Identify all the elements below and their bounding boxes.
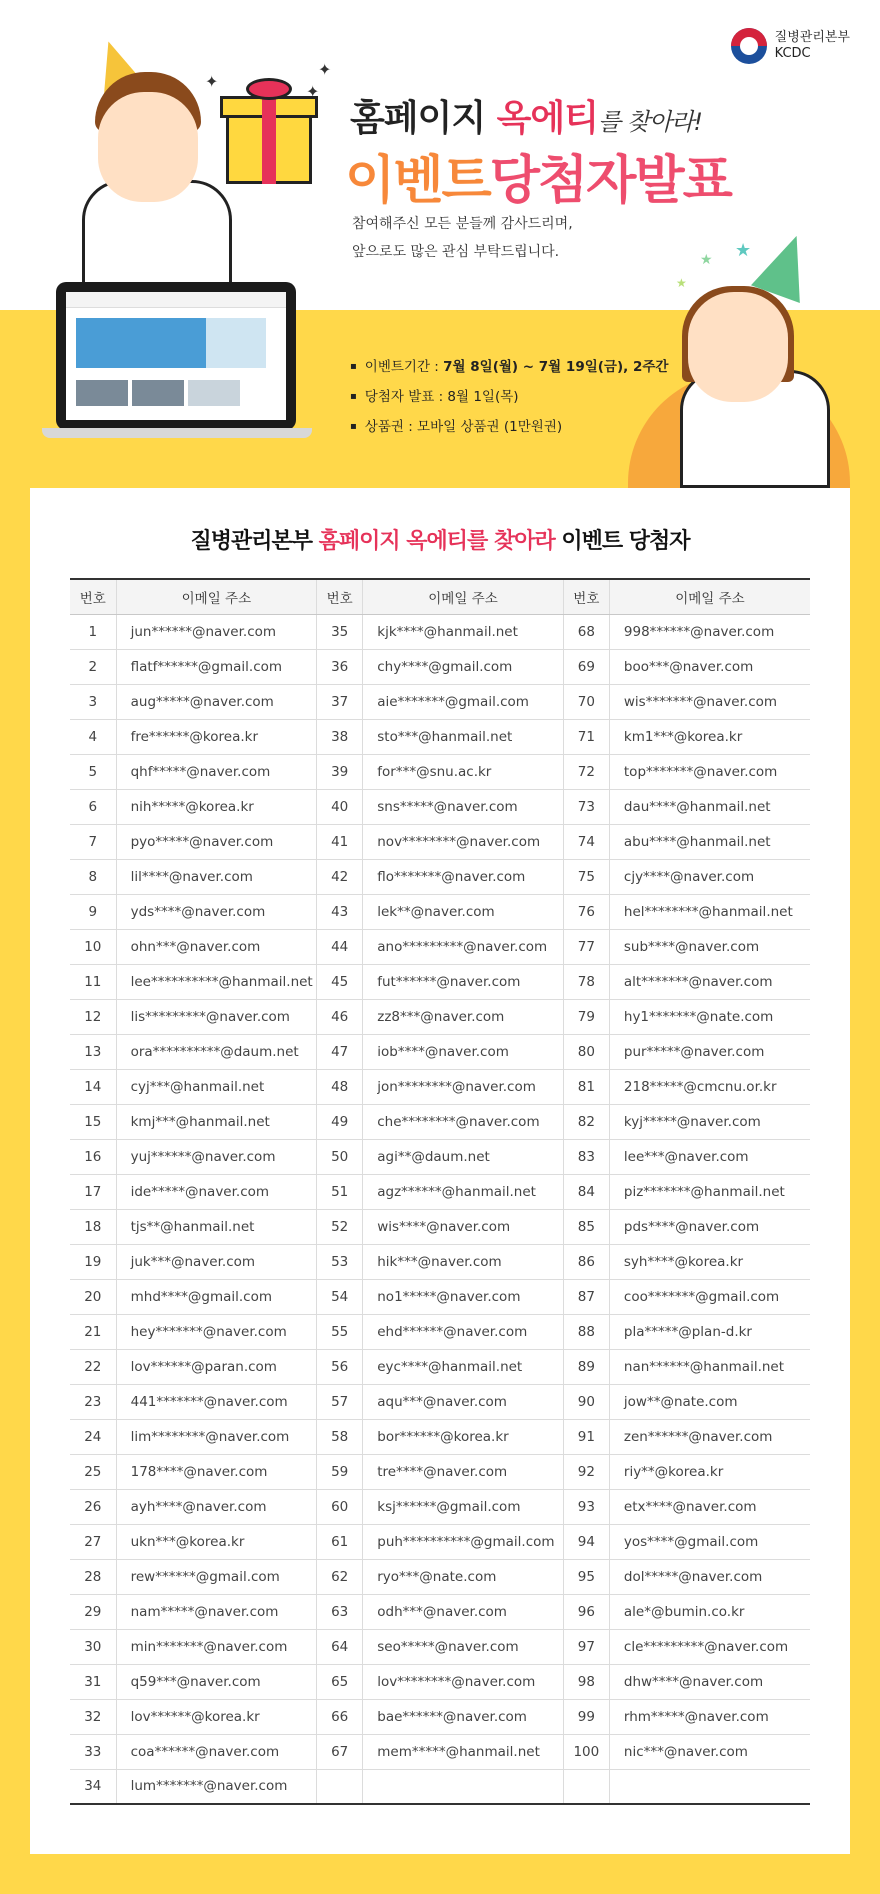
thanks-line-2: 앞으로도 많은 관심 부탁드립니다. [352, 244, 560, 260]
table-row [70, 894, 810, 929]
header-email: 이메일 주소 [116, 579, 317, 614]
winner-number: 6 [70, 789, 116, 824]
winner-number: 55 [317, 1314, 363, 1349]
winner-number: 51 [317, 1174, 363, 1209]
winner-number: 68 [563, 614, 609, 649]
winner-email: rew******@gmail.com [116, 1559, 317, 1594]
winner-number: 27 [70, 1524, 116, 1559]
winner-number: 4 [70, 719, 116, 754]
announce-item [350, 382, 668, 412]
winner-number: 9 [70, 894, 116, 929]
winner-number: 95 [563, 1559, 609, 1594]
table-row [70, 1279, 810, 1314]
winner-email: agi**@daum.net [363, 1139, 564, 1174]
winner-number [317, 1769, 363, 1804]
table-row [70, 929, 810, 964]
sparkle-icon: ✦ [205, 72, 219, 91]
star-icon: ★ [676, 276, 687, 290]
table-row [70, 754, 810, 789]
winner-number: 22 [70, 1349, 116, 1384]
winner-number: 90 [563, 1384, 609, 1419]
winner-number: 12 [70, 999, 116, 1034]
winner-number: 17 [70, 1174, 116, 1209]
winner-number: 45 [317, 964, 363, 999]
winner-number: 60 [317, 1489, 363, 1524]
winner-number: 86 [563, 1244, 609, 1279]
winner-email: ryo***@nate.com [363, 1559, 564, 1594]
winner-email: lil****@naver.com [116, 859, 317, 894]
winner-number: 44 [317, 929, 363, 964]
winner-email: abu****@hanmail.net [609, 824, 810, 859]
winner-number: 94 [563, 1524, 609, 1559]
winner-number: 43 [317, 894, 363, 929]
winner-email: tre****@naver.com [363, 1454, 564, 1489]
winner-email: rhm*****@naver.com [609, 1699, 810, 1734]
winner-email: ukn***@korea.kr [116, 1524, 317, 1559]
winner-number: 99 [563, 1699, 609, 1734]
winner-email: nam*****@naver.com [116, 1594, 317, 1629]
winner-email: lek**@naver.com [363, 894, 564, 929]
winners-table-body [70, 614, 810, 1804]
winner-number: 78 [563, 964, 609, 999]
winner-email: lee***@naver.com [609, 1139, 810, 1174]
winner-number: 46 [317, 999, 363, 1034]
winners-card [30, 488, 850, 1854]
table-row [70, 1734, 810, 1769]
winner-email: ksj******@gmail.com [363, 1489, 564, 1524]
girl-face [688, 292, 788, 402]
headline-part1: 홈페이지 [350, 98, 497, 139]
headline-script: 를 찾아라! [597, 108, 702, 136]
winner-number: 23 [70, 1384, 116, 1419]
winner-number: 7 [70, 824, 116, 859]
winner-email: for***@snu.ac.kr [363, 754, 564, 789]
winner-email: mhd****@gmail.com [116, 1279, 317, 1314]
winner-number: 74 [563, 824, 609, 859]
sparkle-icon: ✦ [306, 82, 320, 101]
logo-name-ko: 질병관리본부 [774, 30, 850, 45]
table-header-row [70, 579, 810, 614]
winner-email: riy**@korea.kr [609, 1454, 810, 1489]
winner-email: jun******@naver.com [116, 614, 317, 649]
winner-number: 40 [317, 789, 363, 824]
winner-number: 77 [563, 929, 609, 964]
winner-email: juk***@naver.com [116, 1244, 317, 1279]
thanks-message [352, 210, 573, 266]
winner-email: kjk****@hanmail.net [363, 614, 564, 649]
gift-bow [246, 78, 292, 100]
winner-number: 100 [563, 1734, 609, 1769]
winner-email: coo*******@gmail.com [609, 1279, 810, 1314]
star-icon: ★ [735, 240, 752, 261]
table-row [70, 1664, 810, 1699]
winner-email: yds****@naver.com [116, 894, 317, 929]
winner-number: 34 [70, 1769, 116, 1804]
table-row [70, 824, 810, 859]
table-row [70, 789, 810, 824]
event-period-item [350, 352, 668, 382]
winner-email: q59***@naver.com [116, 1664, 317, 1699]
winner-number: 84 [563, 1174, 609, 1209]
winner-number: 71 [563, 719, 609, 754]
winner-number: 57 [317, 1384, 363, 1419]
winner-number: 50 [317, 1139, 363, 1174]
table-row [70, 649, 810, 684]
winner-email: aqu***@naver.com [363, 1384, 564, 1419]
table-row [70, 1559, 810, 1594]
table-row [70, 719, 810, 754]
winner-number: 67 [317, 1734, 363, 1769]
sparkle-icon: ✦ [318, 60, 332, 79]
prize-item [350, 412, 668, 442]
winner-number: 13 [70, 1034, 116, 1069]
winner-email: flatf******@gmail.com [116, 649, 317, 684]
winner-number: 41 [317, 824, 363, 859]
gift-ribbon [262, 96, 276, 184]
winner-number: 53 [317, 1244, 363, 1279]
header-email: 이메일 주소 [609, 579, 810, 614]
winner-email: odh***@naver.com [363, 1594, 564, 1629]
header-number: 번호 [70, 579, 116, 614]
winner-number: 15 [70, 1104, 116, 1139]
winner-email: pyo*****@naver.com [116, 824, 317, 859]
winner-email: hik***@naver.com [363, 1244, 564, 1279]
table-row [70, 1069, 810, 1104]
winner-number: 87 [563, 1279, 609, 1314]
winner-email: ayh****@naver.com [116, 1489, 317, 1524]
winner-email: kmj***@hanmail.net [116, 1104, 317, 1139]
winner-number: 10 [70, 929, 116, 964]
winner-email: nic***@naver.com [609, 1734, 810, 1769]
winner-email: hy1*******@nate.com [609, 999, 810, 1034]
winner-number: 19 [70, 1244, 116, 1279]
winner-email: alt*******@naver.com [609, 964, 810, 999]
winner-number: 80 [563, 1034, 609, 1069]
winner-email: piz*******@hanmail.net [609, 1174, 810, 1209]
winner-email [363, 1769, 564, 1804]
winner-number: 93 [563, 1489, 609, 1524]
winner-number: 92 [563, 1454, 609, 1489]
winner-number: 42 [317, 859, 363, 894]
winner-email: tjs**@hanmail.net [116, 1209, 317, 1244]
winner-number: 35 [317, 614, 363, 649]
winner-email: sto***@hanmail.net [363, 719, 564, 754]
winner-email: seo*****@naver.com [363, 1629, 564, 1664]
winner-number: 75 [563, 859, 609, 894]
winner-email: iob****@naver.com [363, 1034, 564, 1069]
table-row [70, 1489, 810, 1524]
winner-number: 76 [563, 894, 609, 929]
winner-number: 18 [70, 1209, 116, 1244]
star-icon: ★ [700, 252, 713, 268]
boy-face [98, 92, 198, 202]
winner-number: 20 [70, 1279, 116, 1314]
winner-number: 37 [317, 684, 363, 719]
winner-number: 14 [70, 1069, 116, 1104]
winners-table [70, 578, 810, 1805]
winner-email: chy****@gmail.com [363, 649, 564, 684]
winner-number: 32 [70, 1699, 116, 1734]
winner-number: 58 [317, 1419, 363, 1454]
winner-email: ehd******@naver.com [363, 1314, 564, 1349]
winner-email: flo*******@naver.com [363, 859, 564, 894]
winner-email: pur*****@naver.com [609, 1034, 810, 1069]
winner-email: nih*****@korea.kr [116, 789, 317, 824]
winner-email: hey*******@naver.com [116, 1314, 317, 1349]
event-info-list [350, 352, 668, 442]
winner-number: 79 [563, 999, 609, 1034]
winner-email: lum*******@naver.com [116, 1769, 317, 1804]
winner-number: 11 [70, 964, 116, 999]
winner-number: 62 [317, 1559, 363, 1594]
winner-email: lov******@korea.kr [116, 1699, 317, 1734]
table-row [70, 1139, 810, 1174]
title-highlight: 홈페이지 옥에티를 찾아라 [318, 529, 555, 554]
winner-email: bae******@naver.com [363, 1699, 564, 1734]
winner-email: coa******@naver.com [116, 1734, 317, 1769]
kcdc-emblem-icon [731, 28, 767, 64]
winner-number: 66 [317, 1699, 363, 1734]
winner-number: 89 [563, 1349, 609, 1384]
header-number: 번호 [563, 579, 609, 614]
headline-main [345, 138, 731, 213]
winner-number: 38 [317, 719, 363, 754]
winner-number: 24 [70, 1419, 116, 1454]
winner-email: cyj***@hanmail.net [116, 1069, 317, 1104]
winner-email: pla*****@plan-d.kr [609, 1314, 810, 1349]
winner-number: 83 [563, 1139, 609, 1174]
winner-number: 3 [70, 684, 116, 719]
winner-email: 441*******@naver.com [116, 1384, 317, 1419]
winner-email: ora**********@daum.net [116, 1034, 317, 1069]
table-row [70, 684, 810, 719]
winner-number: 48 [317, 1069, 363, 1104]
winner-number: 21 [70, 1314, 116, 1349]
winner-email: 178****@naver.com [116, 1454, 317, 1489]
table-row [70, 1454, 810, 1489]
title-part1: 질병관리본부 [190, 529, 319, 554]
winner-number: 98 [563, 1664, 609, 1699]
thanks-line-1: 참여해주신 모든 분들께 감사드리며, [352, 216, 573, 232]
winner-email: wis*******@naver.com [609, 684, 810, 719]
winner-email: zen******@naver.com [609, 1419, 810, 1454]
winners-title [30, 524, 850, 555]
winner-number: 56 [317, 1349, 363, 1384]
winner-email: dol*****@naver.com [609, 1559, 810, 1594]
winner-number: 73 [563, 789, 609, 824]
winner-number: 63 [317, 1594, 363, 1629]
winner-email: km1***@korea.kr [609, 719, 810, 754]
winner-email: 998******@naver.com [609, 614, 810, 649]
winner-email: nov********@naver.com [363, 824, 564, 859]
winner-email: top*******@naver.com [609, 754, 810, 789]
winner-email: fre******@korea.kr [116, 719, 317, 754]
winner-email: eyc****@hanmail.net [363, 1349, 564, 1384]
winner-number: 52 [317, 1209, 363, 1244]
winner-email [609, 1769, 810, 1804]
winner-email: wis****@naver.com [363, 1209, 564, 1244]
winner-number: 36 [317, 649, 363, 684]
winner-email: ide*****@naver.com [116, 1174, 317, 1209]
table-row [70, 1104, 810, 1139]
winner-number: 61 [317, 1524, 363, 1559]
table-row [70, 1384, 810, 1419]
winner-number: 28 [70, 1559, 116, 1594]
winner-number: 29 [70, 1594, 116, 1629]
winner-number: 49 [317, 1104, 363, 1139]
winner-number: 16 [70, 1139, 116, 1174]
winner-number: 2 [70, 649, 116, 684]
winner-email: syh****@korea.kr [609, 1244, 810, 1279]
table-row [70, 1419, 810, 1454]
winner-email: lov******@paran.com [116, 1349, 317, 1384]
winner-email: lim********@naver.com [116, 1419, 317, 1454]
kcdc-logo[interactable] [731, 28, 850, 64]
winner-email: mem*****@hanmail.net [363, 1734, 564, 1769]
winner-number: 65 [317, 1664, 363, 1699]
winner-email: dau****@hanmail.net [609, 789, 810, 824]
table-row [70, 1629, 810, 1664]
winner-email: lis*********@naver.com [116, 999, 317, 1034]
winner-number: 81 [563, 1069, 609, 1104]
headline-big-part2: 당첨자발표 [489, 151, 731, 211]
announce-label: 당첨자 발표 : [364, 389, 448, 405]
winner-number: 39 [317, 754, 363, 789]
winner-number: 26 [70, 1489, 116, 1524]
winner-number: 72 [563, 754, 609, 789]
winner-number: 5 [70, 754, 116, 789]
winner-number: 30 [70, 1629, 116, 1664]
winner-email: kyj*****@naver.com [609, 1104, 810, 1139]
winner-email: bor******@korea.kr [363, 1419, 564, 1454]
winner-number: 70 [563, 684, 609, 719]
table-row [70, 1769, 810, 1804]
winner-email: che********@naver.com [363, 1104, 564, 1139]
prize-label: 상품권 : [364, 419, 418, 435]
announce-value: 8월 1일(목) [447, 389, 519, 405]
table-row [70, 1594, 810, 1629]
winner-number: 47 [317, 1034, 363, 1069]
winner-email: aie*******@gmail.com [363, 684, 564, 719]
winner-email: zz8***@naver.com [363, 999, 564, 1034]
winner-email: jow**@nate.com [609, 1384, 810, 1419]
table-row [70, 1314, 810, 1349]
winner-email: etx****@naver.com [609, 1489, 810, 1524]
winner-number: 82 [563, 1104, 609, 1139]
winner-number: 54 [317, 1279, 363, 1314]
header-number: 번호 [317, 579, 363, 614]
table-row [70, 1699, 810, 1734]
winner-email: lee**********@hanmail.net [116, 964, 317, 999]
winner-email: sub****@naver.com [609, 929, 810, 964]
winner-email: lov********@naver.com [363, 1664, 564, 1699]
title-part2: 이벤트 당첨자 [554, 529, 690, 554]
winner-number: 88 [563, 1314, 609, 1349]
winner-number: 59 [317, 1454, 363, 1489]
winner-email: 218*****@cmcnu.or.kr [609, 1069, 810, 1104]
winner-email: cle*********@naver.com [609, 1629, 810, 1664]
winner-email: nan******@hanmail.net [609, 1349, 810, 1384]
winner-email: dhw****@naver.com [609, 1664, 810, 1699]
table-row [70, 1244, 810, 1279]
table-row [70, 1209, 810, 1244]
headline-big-part1: 이벤트 [345, 151, 490, 211]
winner-email: ohn***@naver.com [116, 929, 317, 964]
winner-number [563, 1769, 609, 1804]
winner-number: 85 [563, 1209, 609, 1244]
table-row [70, 614, 810, 649]
winner-email: cjy****@naver.com [609, 859, 810, 894]
winner-number: 25 [70, 1454, 116, 1489]
winner-number: 64 [317, 1629, 363, 1664]
logo-name-en: KCDC [774, 46, 811, 61]
winner-email: ano*********@naver.com [363, 929, 564, 964]
winner-number: 96 [563, 1594, 609, 1629]
headline-highlight: 옥에티 [496, 98, 598, 139]
winner-email: jon********@naver.com [363, 1069, 564, 1104]
table-row [70, 1349, 810, 1384]
winner-email: yos****@gmail.com [609, 1524, 810, 1559]
laptop-illustration [42, 282, 312, 438]
winner-number: 69 [563, 649, 609, 684]
winner-email: fut******@naver.com [363, 964, 564, 999]
winner-number: 31 [70, 1664, 116, 1699]
table-row [70, 1174, 810, 1209]
header-email: 이메일 주소 [363, 579, 564, 614]
winner-number: 97 [563, 1629, 609, 1664]
winner-email: min*******@naver.com [116, 1629, 317, 1664]
laptop-screen [56, 282, 296, 430]
table-row [70, 859, 810, 894]
winner-email: boo***@naver.com [609, 649, 810, 684]
winner-email: yuj******@naver.com [116, 1139, 317, 1174]
winner-email: no1*****@naver.com [363, 1279, 564, 1314]
website-screenshot [66, 292, 286, 420]
winner-number: 8 [70, 859, 116, 894]
headline-top [350, 90, 702, 141]
table-row [70, 1524, 810, 1559]
winner-email: puh**********@gmail.com [363, 1524, 564, 1559]
winner-number: 1 [70, 614, 116, 649]
winner-email: qhf*****@naver.com [116, 754, 317, 789]
winner-email: sns*****@naver.com [363, 789, 564, 824]
winner-number: 91 [563, 1419, 609, 1454]
table-row [70, 1034, 810, 1069]
period-value: 7월 8일(월) ~ 7월 19일(금), 2주간 [443, 359, 669, 375]
table-row [70, 964, 810, 999]
period-label: 이벤트기간 : [364, 359, 444, 375]
winner-email: ale*@bumin.co.kr [609, 1594, 810, 1629]
laptop-base [42, 428, 312, 438]
table-row [70, 999, 810, 1034]
winner-email: aug*****@naver.com [116, 684, 317, 719]
winner-email: agz******@hanmail.net [363, 1174, 564, 1209]
winner-number: 33 [70, 1734, 116, 1769]
winner-email: hel********@hanmail.net [609, 894, 810, 929]
prize-value: 모바일 상품권 (1만원권) [417, 419, 563, 435]
winner-email: pds****@naver.com [609, 1209, 810, 1244]
logo-text [775, 30, 850, 62]
